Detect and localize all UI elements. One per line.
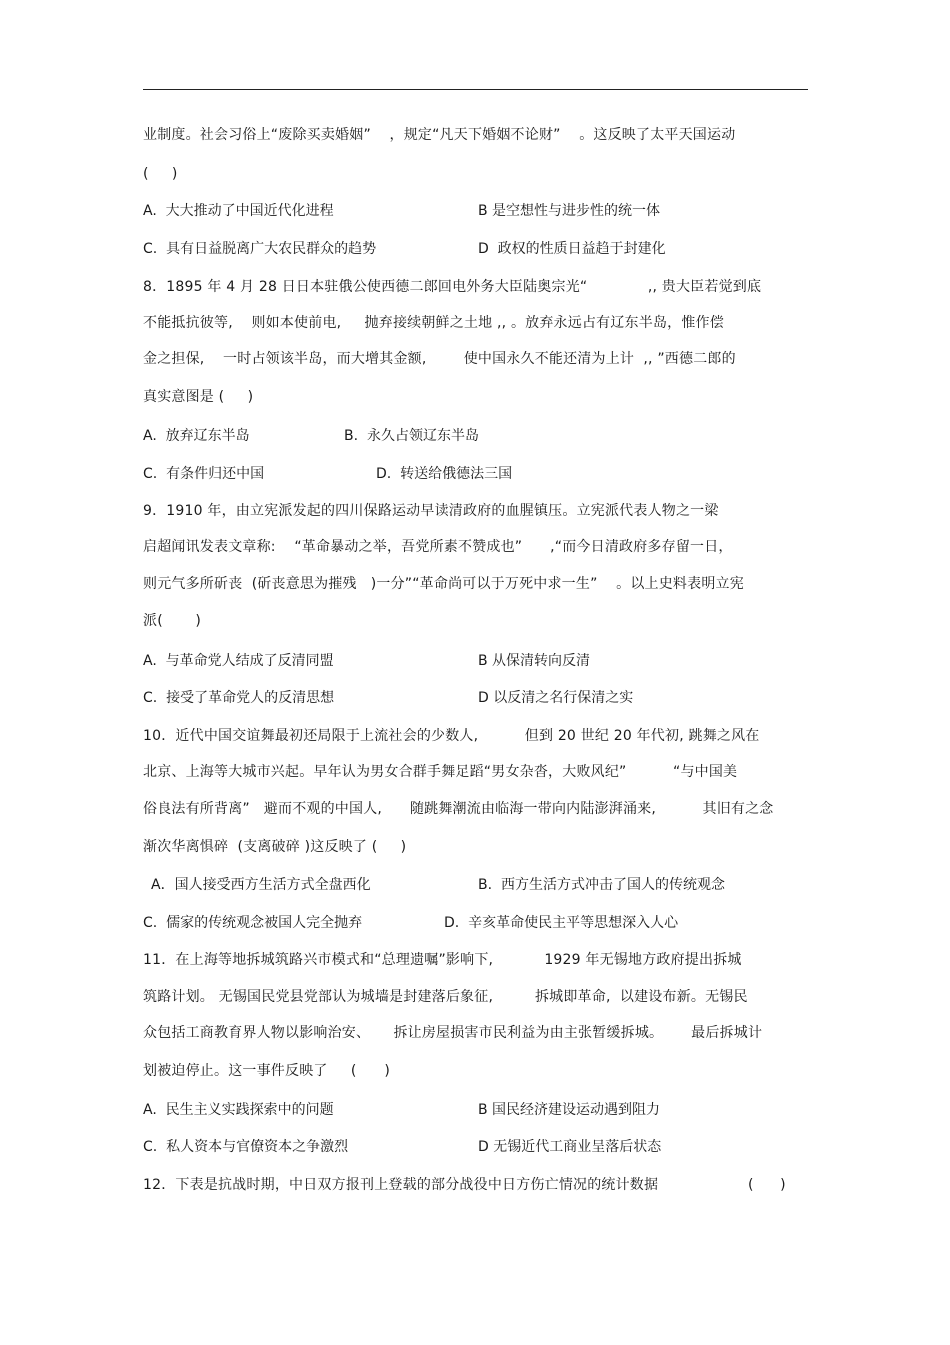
q10-option-a[interactable]: A．国人接受西方生活方式全盘西化 xyxy=(151,877,371,893)
q11-option-d[interactable]: D 无锡近代工商业呈落后状态 xyxy=(478,1139,662,1155)
q9-line1: 9．1910 年，由立宪派发起的四川保路运动早读清政府的血腥镇压。立宪派代表人物之一梁 xyxy=(143,503,719,519)
q9-option-b[interactable]: B 从保清转向反清 xyxy=(478,653,591,669)
q11-line4: 划被迫停止。这一事件反映了 ( ) xyxy=(143,1063,391,1079)
q11-line2: 筑路计划。 无锡国民党县党部认为城墙是封建落后象征, 拆城即革命, 以建设布新。无锡民 xyxy=(143,989,748,1005)
q8-option-b[interactable]: B. 永久占领辽东半岛 xyxy=(344,428,479,444)
q8-option-d[interactable]: D. 转送给俄德法三国 xyxy=(376,466,513,482)
q10-line2: 北京、上海等大城市兴起。早年认为男女合群手舞足蹈“男女杂沓，大败风纪” “与中国美 xyxy=(143,764,738,780)
q8-line4: 真实意图是 ( ) xyxy=(143,389,254,405)
q10-line1: 10．近代中国交谊舞最初还局限于上流社会的少数人, 但到 20 世纪 20 年代初, 跳舞之风在 xyxy=(143,728,760,744)
q7-option-d[interactable]: D 政权的性质日益趋于封建化 xyxy=(478,241,666,257)
q11-option-c[interactable]: C. 私人资本与官僚资本之争激烈 xyxy=(143,1139,349,1155)
q10-line4: 渐次华离惧碎 (支离破碎 )这反映了 ( ) xyxy=(143,839,407,855)
q9-line2: 启超闻讯发表文章称: “革命暴动之举，吾党所素不赞成也” ,“而今日清政府多存留一日， xyxy=(143,539,733,555)
q12-answer-paren: ( ) xyxy=(748,1177,786,1193)
q7-option-a[interactable]: A. 大大推动了中国近代化进程 xyxy=(143,203,334,219)
q8-option-a[interactable]: A. 放弃辽东半岛 xyxy=(143,428,250,444)
q8-option-c[interactable]: C. 有条件归还中国 xyxy=(143,466,265,482)
q9-option-c[interactable]: C. 接受了革命党人的反清思想 xyxy=(143,690,335,706)
q7-line1: 业制度。社会习俗上“废除买卖婚姻” ，规定“凡天下婚姻不论财” 。这反映了太平天国运动 xyxy=(143,127,736,143)
q7-option-c[interactable]: C. 具有日益脱离广大农民群众的趋势 xyxy=(143,241,377,257)
q8-line1: 8．1895 年 4 月 28 日日本驻俄公使西德二郎回电外务大臣陆奥宗光“ ,, 贵大臣若觉到底 xyxy=(143,279,762,295)
q9-option-d[interactable]: D 以反清之名行保清之实 xyxy=(478,690,634,706)
q11-line3: 众包括工商教育界人物以影响治安、 拆让房屋损害市民利益为由主张暂缓拆城。 最后拆城计 xyxy=(143,1025,763,1041)
q11-option-a[interactable]: A. 民生主义实践探索中的问题 xyxy=(143,1102,334,1118)
q8-line2: 不能抵抗彼等, 则如本使前电, 抛弃接续朝鲜之土地 ,, 。放弃永远占有辽东半岛，惟作偿 xyxy=(143,315,724,331)
q9-option-a[interactable]: A. 与革命党人结成了反清同盟 xyxy=(143,653,334,669)
q7-option-b[interactable]: B 是空想性与进步性的统一体 xyxy=(478,203,661,219)
q12-line1: 12．下表是抗战时期，中日双方报刊上登载的部分战役中日方伤亡情况的统计数据 xyxy=(143,1177,659,1193)
q7-line2: ( ) xyxy=(143,166,178,182)
q9-line3: 则元气多所斫丧 (斫丧意思为摧残 )一分”“革命尚可以于万死中求一生” 。以上史料表明立宪 xyxy=(143,576,744,592)
q9-line4: 派( ) xyxy=(143,613,202,629)
q8-line3: 金之担保, 一时占领该半岛，而大增其金额, 使中国永久不能还清为上计 ,, ”西德二郎的 xyxy=(143,351,736,367)
q11-option-b[interactable]: B 国民经济建设运动遇到阻力 xyxy=(478,1102,661,1118)
q10-option-b[interactable]: B. 西方生活方式冲击了国人的传统观念 xyxy=(478,877,725,893)
q10-option-d[interactable]: D. 辛亥革命使民主平等思想深入人心 xyxy=(444,915,679,931)
q10-option-c[interactable]: C. 儒家的传统观念被国人完全抛弃 xyxy=(143,915,363,931)
q11-line1: 11．在上海等地拆城筑路兴市模式和“总理遗嘱”影响下, 1929 年无锡地方政府提出拆城 xyxy=(143,952,742,968)
q10-line3: 俗良法有所背离” 避而不观的中国人, 随跳舞潮流由临海一带向内陆澎湃涌来, 其旧有之念 xyxy=(143,801,774,817)
header-rule xyxy=(143,89,808,90)
